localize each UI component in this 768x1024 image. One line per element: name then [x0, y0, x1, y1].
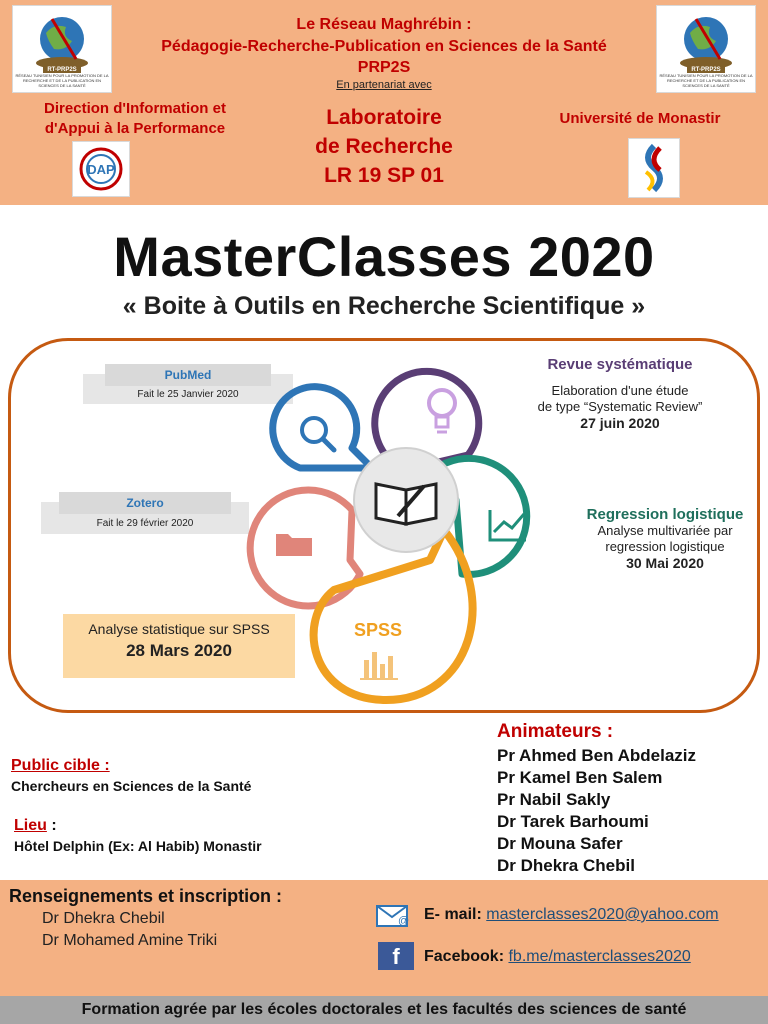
lieu-value: Hôtel Delphin (Ex: Al Habib) Monastir: [14, 838, 262, 854]
facebook-link[interactable]: fb.me/masterclasses2020: [508, 948, 691, 965]
logo-tag: RT-PRP2S: [43, 67, 80, 73]
animateur-name: Dr Mouna Safer: [497, 834, 623, 853]
facebook-icon: f: [378, 942, 414, 970]
lab-line-2: de Recherche: [315, 135, 453, 158]
prp2s-logo-right: [656, 5, 756, 93]
regression-date: 30 Mai 2020: [626, 555, 704, 571]
lab-line-3: LR 19 SP 01: [324, 164, 444, 187]
zotero-date: Fait le 29 février 2020: [96, 518, 194, 529]
pubmed-title: PubMed: [105, 364, 271, 386]
animateur-name: Pr Kamel Ben Salem: [497, 768, 663, 787]
network-subtitle: Pédagogie-Recherche-Publication en Sciences de la Santé: [161, 38, 607, 55]
zotero-banner: [41, 496, 249, 534]
partnership-note: En partenariat avec: [336, 79, 432, 91]
prp2s-logo-left: [12, 5, 112, 93]
animateur-name: Pr Ahmed Ben Abdelaziz: [497, 746, 696, 765]
network-title: Le Réseau Maghrébin :: [296, 16, 472, 33]
regression-line-2: regression logistique: [605, 539, 725, 554]
pubmed-date: Fait le 25 Janvier 2020: [137, 389, 239, 400]
lab-line-1: Laboratoire: [326, 106, 442, 129]
zotero-title: Zotero: [59, 492, 231, 514]
facebook-row: [424, 948, 691, 966]
animateur-name: Dr Tarek Barhoumi: [497, 812, 649, 831]
svg-text:@: @: [398, 915, 410, 927]
university-emblem-icon: [634, 142, 674, 194]
dap-logo-icon: [76, 146, 126, 192]
contact-band: [0, 880, 768, 996]
systematic-review-block: [520, 357, 720, 431]
spss-bubble-label: SPSS: [353, 620, 403, 640]
network-abbr: PRP2S: [357, 59, 411, 76]
lieu-label: Lieu: [14, 817, 47, 834]
globe-logo-icon: [32, 11, 92, 71]
logo-caption: RÉSEAU TUNISIEN POUR LA PROMOTION DE LA RECHERCHE ET DE LA PUBLICATION EN SCIENCES DE LA SANTÉ: [659, 72, 753, 88]
left-org-name: Direction d'Information et d'Appui à la Performance: [44, 100, 226, 137]
logo-tag: RT-PRP2S: [687, 67, 724, 73]
regression-title: Regression logistique: [586, 506, 744, 523]
public-cible-label: Public cible :: [11, 757, 110, 774]
systematic-review-date: 27 juin 2020: [580, 415, 660, 431]
animateur-name: Pr Nabil Sakly: [497, 790, 611, 809]
email-link[interactable]: masterclasses2020@yahoo.com: [486, 906, 719, 923]
university-logo: [628, 138, 680, 198]
systematic-review-line-1: Elaboration d'une étude: [551, 383, 689, 398]
email-label: E- mail:: [424, 906, 482, 923]
dap-logo-text: DAP: [87, 162, 115, 177]
event-subtitle: « Boite à Outils en Recherche Scientifique »: [122, 292, 646, 320]
spss-session-title: Analyse statistique sur SPSS: [88, 621, 270, 637]
header-band: [0, 0, 768, 205]
contact-person: Dr Mohamed Amine Triki: [42, 932, 218, 949]
spss-session-date: 28 Mars 2020: [126, 641, 232, 660]
event-title: MasterClasses 2020: [113, 225, 655, 288]
dap-logo: [72, 141, 130, 197]
contact-person: Dr Dhekra Chebil: [42, 910, 165, 927]
email-row: [424, 906, 719, 924]
lieu-label-group: [14, 817, 57, 835]
pubmed-banner: [83, 368, 293, 404]
public-cible-value: Chercheurs en Sciences de la Santé: [11, 778, 252, 794]
facebook-label: Facebook:: [424, 948, 505, 965]
right-org-name: Université de Monastir: [559, 110, 721, 127]
animateur-name: Dr Dhekra Chebil: [497, 856, 635, 875]
animateurs-heading: Animateurs :: [497, 721, 614, 742]
footer-accreditation: Formation agrée par les écoles doctorales et les facultés des sciences de santé: [0, 996, 768, 1024]
logo-caption: RÉSEAU TUNISIEN POUR LA PROMOTION DE LA RECHERCHE ET DE LA PUBLICATION EN SCIENCES DE LA SANTÉ: [15, 72, 109, 88]
spss-session-box: [63, 614, 295, 678]
contact-heading: Renseignements et inscription :: [9, 886, 283, 906]
regression-line-1: Analyse multivariée par: [597, 523, 733, 538]
systematic-review-title: Revue systématique: [547, 356, 693, 373]
regression-block: [572, 507, 758, 571]
globe-logo-icon: [676, 11, 736, 71]
systematic-review-line-2: de type “Systematic Review”: [537, 399, 703, 414]
lieu-colon: :: [51, 817, 57, 834]
email-icon: [376, 905, 408, 927]
